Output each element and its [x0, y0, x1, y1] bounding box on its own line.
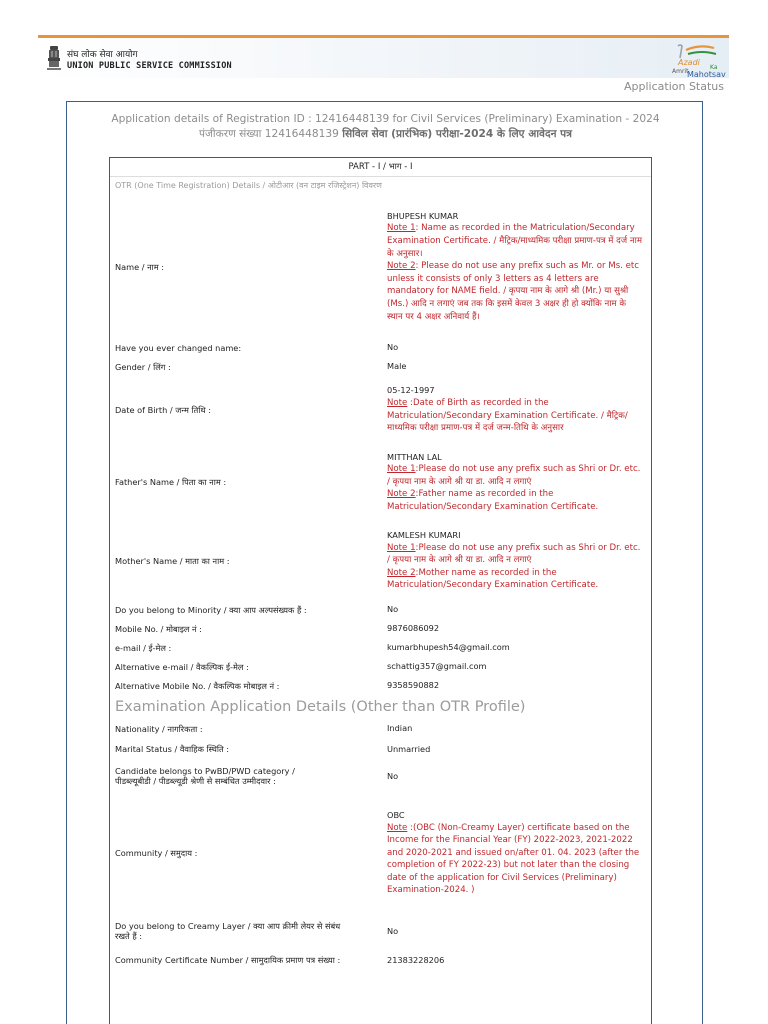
father-note-2: [387, 488, 643, 513]
note-tag: Note: [387, 397, 408, 408]
otr-section-heading: OTR (One Time Registration) Details / ओटीआर (वन टाइम रजिस्ट्रेशन) विवरण: [115, 181, 382, 190]
creamy-layer-label: [110, 914, 387, 948]
mother-note-1: [387, 542, 643, 567]
mother-name-value-cell: [387, 521, 651, 600]
azadi-ka-amrit-mahotsav-logo: [670, 42, 730, 79]
gender-value: Male: [387, 361, 407, 372]
application-details-panel: [66, 101, 703, 1024]
mother-name-label: Mother's Name / माता का नाम :: [115, 555, 230, 566]
email-value: kumarbhupesh54@gmail.com: [387, 642, 510, 653]
note-tag: Note 2: [387, 261, 416, 272]
table-row: [110, 792, 651, 914]
note-tag: Note 1: [387, 464, 416, 475]
creamy-label-line1: Do you belong to Creamy Layer / क्या आप क्रीमी लेयर से संबंध: [115, 921, 341, 931]
table-row: [110, 638, 651, 657]
exam-details-heading: Examination Application Details (Other than OTR Profile): [115, 699, 526, 715]
name-value: BHUPESH KUMAR: [387, 210, 459, 221]
mobile-label: Mobile No. / मोबाइल नं :: [115, 623, 202, 634]
page-title-english: Application details of Registration ID : 12416448139 for Civil Services (Preliminary) Examination - 2024: [111, 113, 660, 125]
note-tag: Note: [387, 822, 408, 833]
note-text: :Mother name as recorded in the Matriculation/Secondary Examination Certificate.: [387, 567, 599, 591]
dob-value-cell: [387, 376, 651, 443]
pwbd-label-line1: Candidate belongs to PwBD/PWD category /: [115, 766, 295, 776]
community-value: OBC: [387, 809, 405, 820]
note-text: : Please do not use any prefix such as Mr. or Ms. etc unless it consists of only 3 letters as 4 letters are mandatory for NAME field. / कृपया नाम के आगे श्री (Mr.) या सुश्री (Ms.) आदि न लगाएं जब तक कि इसमें केवल 3 अक्षर ही हो क्योंकि नाम के स्थान पर 4 अक्षर अनिवार्य हैं।: [387, 261, 640, 322]
changed-name-label: Have you ever changed name:: [115, 342, 242, 353]
page-title-hindi: [67, 127, 704, 141]
community-cert-label: Community Certificate Number / सामुदायिक प्रमाण पत्र संख्या :: [115, 955, 341, 965]
creamy-label-line2: रखते हैं :: [115, 931, 143, 941]
note-tag: Note 1: [387, 542, 416, 553]
father-name-value-cell: [387, 443, 651, 521]
community-label: Community / समुदाय :: [115, 848, 198, 858]
table-row: [110, 760, 651, 792]
national-emblem-icon: [47, 46, 61, 72]
pwbd-label-line2: पीडब्ल्यूबीडी / पीडब्ल्यूडी श्रेणी से सम्बंधित उम्मीदवार :: [115, 776, 276, 786]
page-title-hindi-bold: सिविल सेवा (प्रारंभिक) परीक्षा-2024 के लिए आवेदन पत्र: [342, 128, 573, 140]
logo-word-azadi: Azadi: [678, 58, 700, 67]
note-tag: Note 2: [387, 567, 416, 578]
note-text: :Please do not use any prefix such as Shri or Dr. etc. / कृपया नाम के आगे श्री या डा. आदि न लगाएं: [387, 464, 641, 487]
note-text: :Date of Birth as recorded in the Matriculation/Secondary Examination Certificate. / मैट्रिक/माध्यमिक परीक्षा प्रमाण-पत्र में दर्ज जन्म-तिथि के अनुसार: [387, 397, 628, 434]
table-row: [110, 521, 651, 600]
page-title-hindi-prefix: पंजीकरण संख्या 12416448139: [198, 128, 343, 140]
table-row: [110, 338, 651, 357]
logo-word-ka: Ka: [710, 64, 718, 71]
table-row: [110, 357, 651, 376]
note-text: :Father name as recorded in the Matriculation/Secondary Examination Certificate.: [387, 489, 599, 512]
table-row: [110, 948, 651, 972]
creamy-layer-value: No: [387, 925, 399, 936]
logo-word-amrit: Amrit: [672, 68, 689, 75]
table-row: [110, 376, 651, 443]
pwbd-value: No: [387, 770, 399, 781]
community-note: [387, 822, 643, 898]
mother-name-value: KAMLESH KUMARI: [387, 530, 461, 541]
table-row: [110, 914, 651, 948]
alt-email-label: Alternative e-mail / वैकल्पिक ई-मेल :: [115, 661, 249, 672]
marital-status-value: Unmarried: [387, 743, 431, 754]
nationality-label: Nationality / नागरिकता :: [115, 723, 203, 734]
table-row: [110, 619, 651, 638]
father-note-1: [387, 463, 643, 488]
dob-value: 05-12-1997: [387, 385, 435, 396]
table-row: [110, 443, 651, 521]
mobile-value: 9876086092: [387, 623, 440, 634]
dob-note: [387, 397, 643, 435]
minority-label: Do you belong to Minority / क्या आप अल्पसंख्यक हैं :: [115, 604, 307, 615]
name-label: Name / नाम :: [115, 261, 165, 272]
name-value-cell: [387, 195, 651, 338]
table-row: [110, 657, 651, 676]
name-note-2: [387, 260, 643, 323]
org-name-english: UNION PUBLIC SERVICE COMMISSION: [67, 61, 232, 71]
table-row: [110, 719, 651, 738]
note-tag: Note 1: [387, 223, 416, 234]
logo-word-mahotsav: Mahotsav: [687, 70, 726, 79]
site-header: [38, 38, 729, 78]
nationality-value: Indian: [387, 723, 413, 734]
alt-mobile-label: Alternative Mobile No. / वैकल्पिक मोबाइल नं :: [115, 680, 280, 691]
note-text: :(OBC (Non-Creamy Layer) certificate based on the Income for the Financial Year (FY) 2022-2023, 2021-2022 and 2020-2021 and issued on/after 01. 04. 2023 (after the completion of FY 2022-23) but not later than the closing date of the application for Civil Services (Preliminary) Examination-2024. ): [387, 822, 640, 896]
dob-label: Date of Birth / जन्म तिथि :: [115, 404, 211, 415]
mother-note-2: [387, 567, 643, 592]
gender-label: Gender / लिंग :: [115, 361, 171, 372]
marital-status-label: Marital Status / वैवाहिक स्थिति :: [115, 744, 229, 754]
table-row: [110, 600, 651, 619]
table-row: [110, 676, 651, 695]
community-value-cell: [387, 792, 651, 914]
note-text: : Name as recorded in the Matriculation/Secondary Examination Certificate. / मैट्रिक/माध्यमिक परीक्षा प्रमाण-पत्र में दर्ज नाम के अनुसार।: [387, 223, 642, 259]
table-row: [110, 738, 651, 760]
minority-value: No: [387, 604, 399, 615]
alt-mobile-value: 9358590882: [387, 680, 440, 691]
pwbd-label: [110, 760, 387, 792]
alt-email-value: schattig357@gmail.com: [387, 661, 487, 672]
note-tag: Note 2: [387, 489, 416, 500]
application-status-link[interactable]: Application Status: [623, 80, 724, 93]
table-row: [110, 195, 651, 338]
details-table: [109, 157, 652, 1024]
org-name-hindi: संघ लोक सेवा आयोग: [67, 50, 138, 60]
changed-name-value: No: [387, 342, 399, 353]
part-heading: PART - I / भाग - I: [110, 158, 651, 177]
father-name-value: MITTHAN LAL: [387, 451, 442, 462]
name-note-1: [387, 222, 643, 260]
email-label: e-mail / ई-मेल :: [115, 642, 172, 653]
note-text: :Please do not use any prefix such as Shri or Dr. etc. / कृपया नाम के आगे श्री या डा. आदि न लगाएं: [387, 542, 641, 566]
community-cert-value: 21383228206: [387, 954, 445, 965]
father-name-label: Father's Name / पिता का नाम :: [115, 477, 227, 487]
